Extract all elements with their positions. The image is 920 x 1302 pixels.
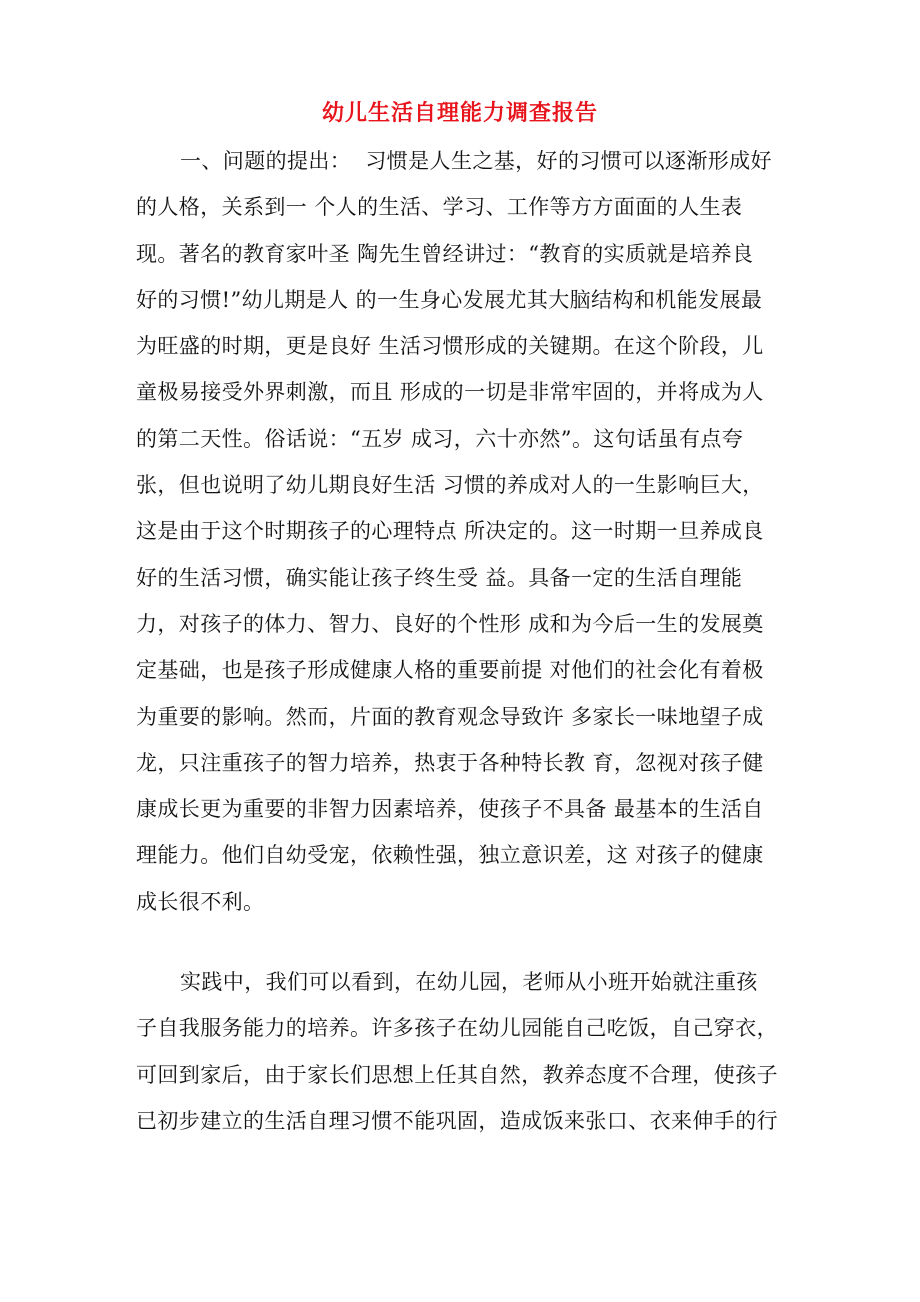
text-line: 子自我服务能力的培养。许多孩子在幼儿园能自己吃饭，自己穿衣， <box>136 1016 778 1041</box>
text-line: 成长很不利。 <box>136 889 265 914</box>
text-line: 这是由于这个时期孩子的心理特点 所决定的。这一时期一旦养成良 <box>136 519 764 544</box>
text-line: 好的生活习惯，确实能让孩子终生受 益。具备一定的生活自理能 <box>136 565 743 590</box>
text-line: 实践中，我们可以看到，在幼儿园，老师从小班开始就注重孩 <box>180 970 758 994</box>
text-line: 理能力。他们自幼受宠，依赖性强，独立意识差，这 对孩子的健康 <box>136 843 764 868</box>
text-line: 的人格，关系到一 个人的生活、学习、工作等方方面面的人生表 <box>136 195 743 220</box>
text-line: 好的习惯!”幼儿期是人 的一生身心发展尤其大脑结构和机能发展最 <box>136 287 763 312</box>
text-line: 康成长更为重要的非智力因素培养，使孩子不具备 最基本的生活自 <box>136 797 764 822</box>
text-line: 可回到家后，由于家长们思想上任其自然，教养态度不合理，使孩子 <box>136 1062 778 1087</box>
text-line: 已初步建立的生活自理习惯不能巩固，造成饭来张口、衣来伸手的行 <box>136 1108 778 1133</box>
paragraph-practice <box>136 959 796 1144</box>
text-line: 的第二天性。俗话说：“五岁 成习，六十亦然”。这句话虽有点夸 <box>136 426 744 451</box>
text-line: 一、问题的提出： 习惯是人生之基，好的习惯可以逐渐形成好 <box>180 149 772 173</box>
text-line: 现。著名的教育家叶圣 陶先生曾经讲过：“教育的实质就是培养良 <box>136 241 754 266</box>
text-line: 张，但也说明了幼儿期良好生活 习惯的养成对人的一生影响巨大， <box>136 473 764 498</box>
text-line: 为重要的影响。然而，片面的教育观念导致许 多家长一味地望子成 <box>136 704 764 729</box>
text-line: 龙，只注重孩子的智力培养，热衷于各种特长教 育，忽视对孩子健 <box>136 750 764 775</box>
document-title: 幼儿生活自理能力调查报告 <box>321 100 598 126</box>
text-line: 力，对孩子的体力、智力、良好的个性形 成和为今后一生的发展奠 <box>136 611 764 636</box>
text-line: 童极易接受外界刺激，而且 形成的一切是非常牢固的，并将成为人 <box>136 380 764 405</box>
paragraph-problem-statement <box>136 138 796 925</box>
text-line: 定基础，也是孩子形成健康人格的重要前提 对他们的社会化有着极 <box>136 658 764 683</box>
text-line: 为旺盛的时期，更是良好 生活习惯形成的关键期。在这个阶段，儿 <box>136 334 764 359</box>
